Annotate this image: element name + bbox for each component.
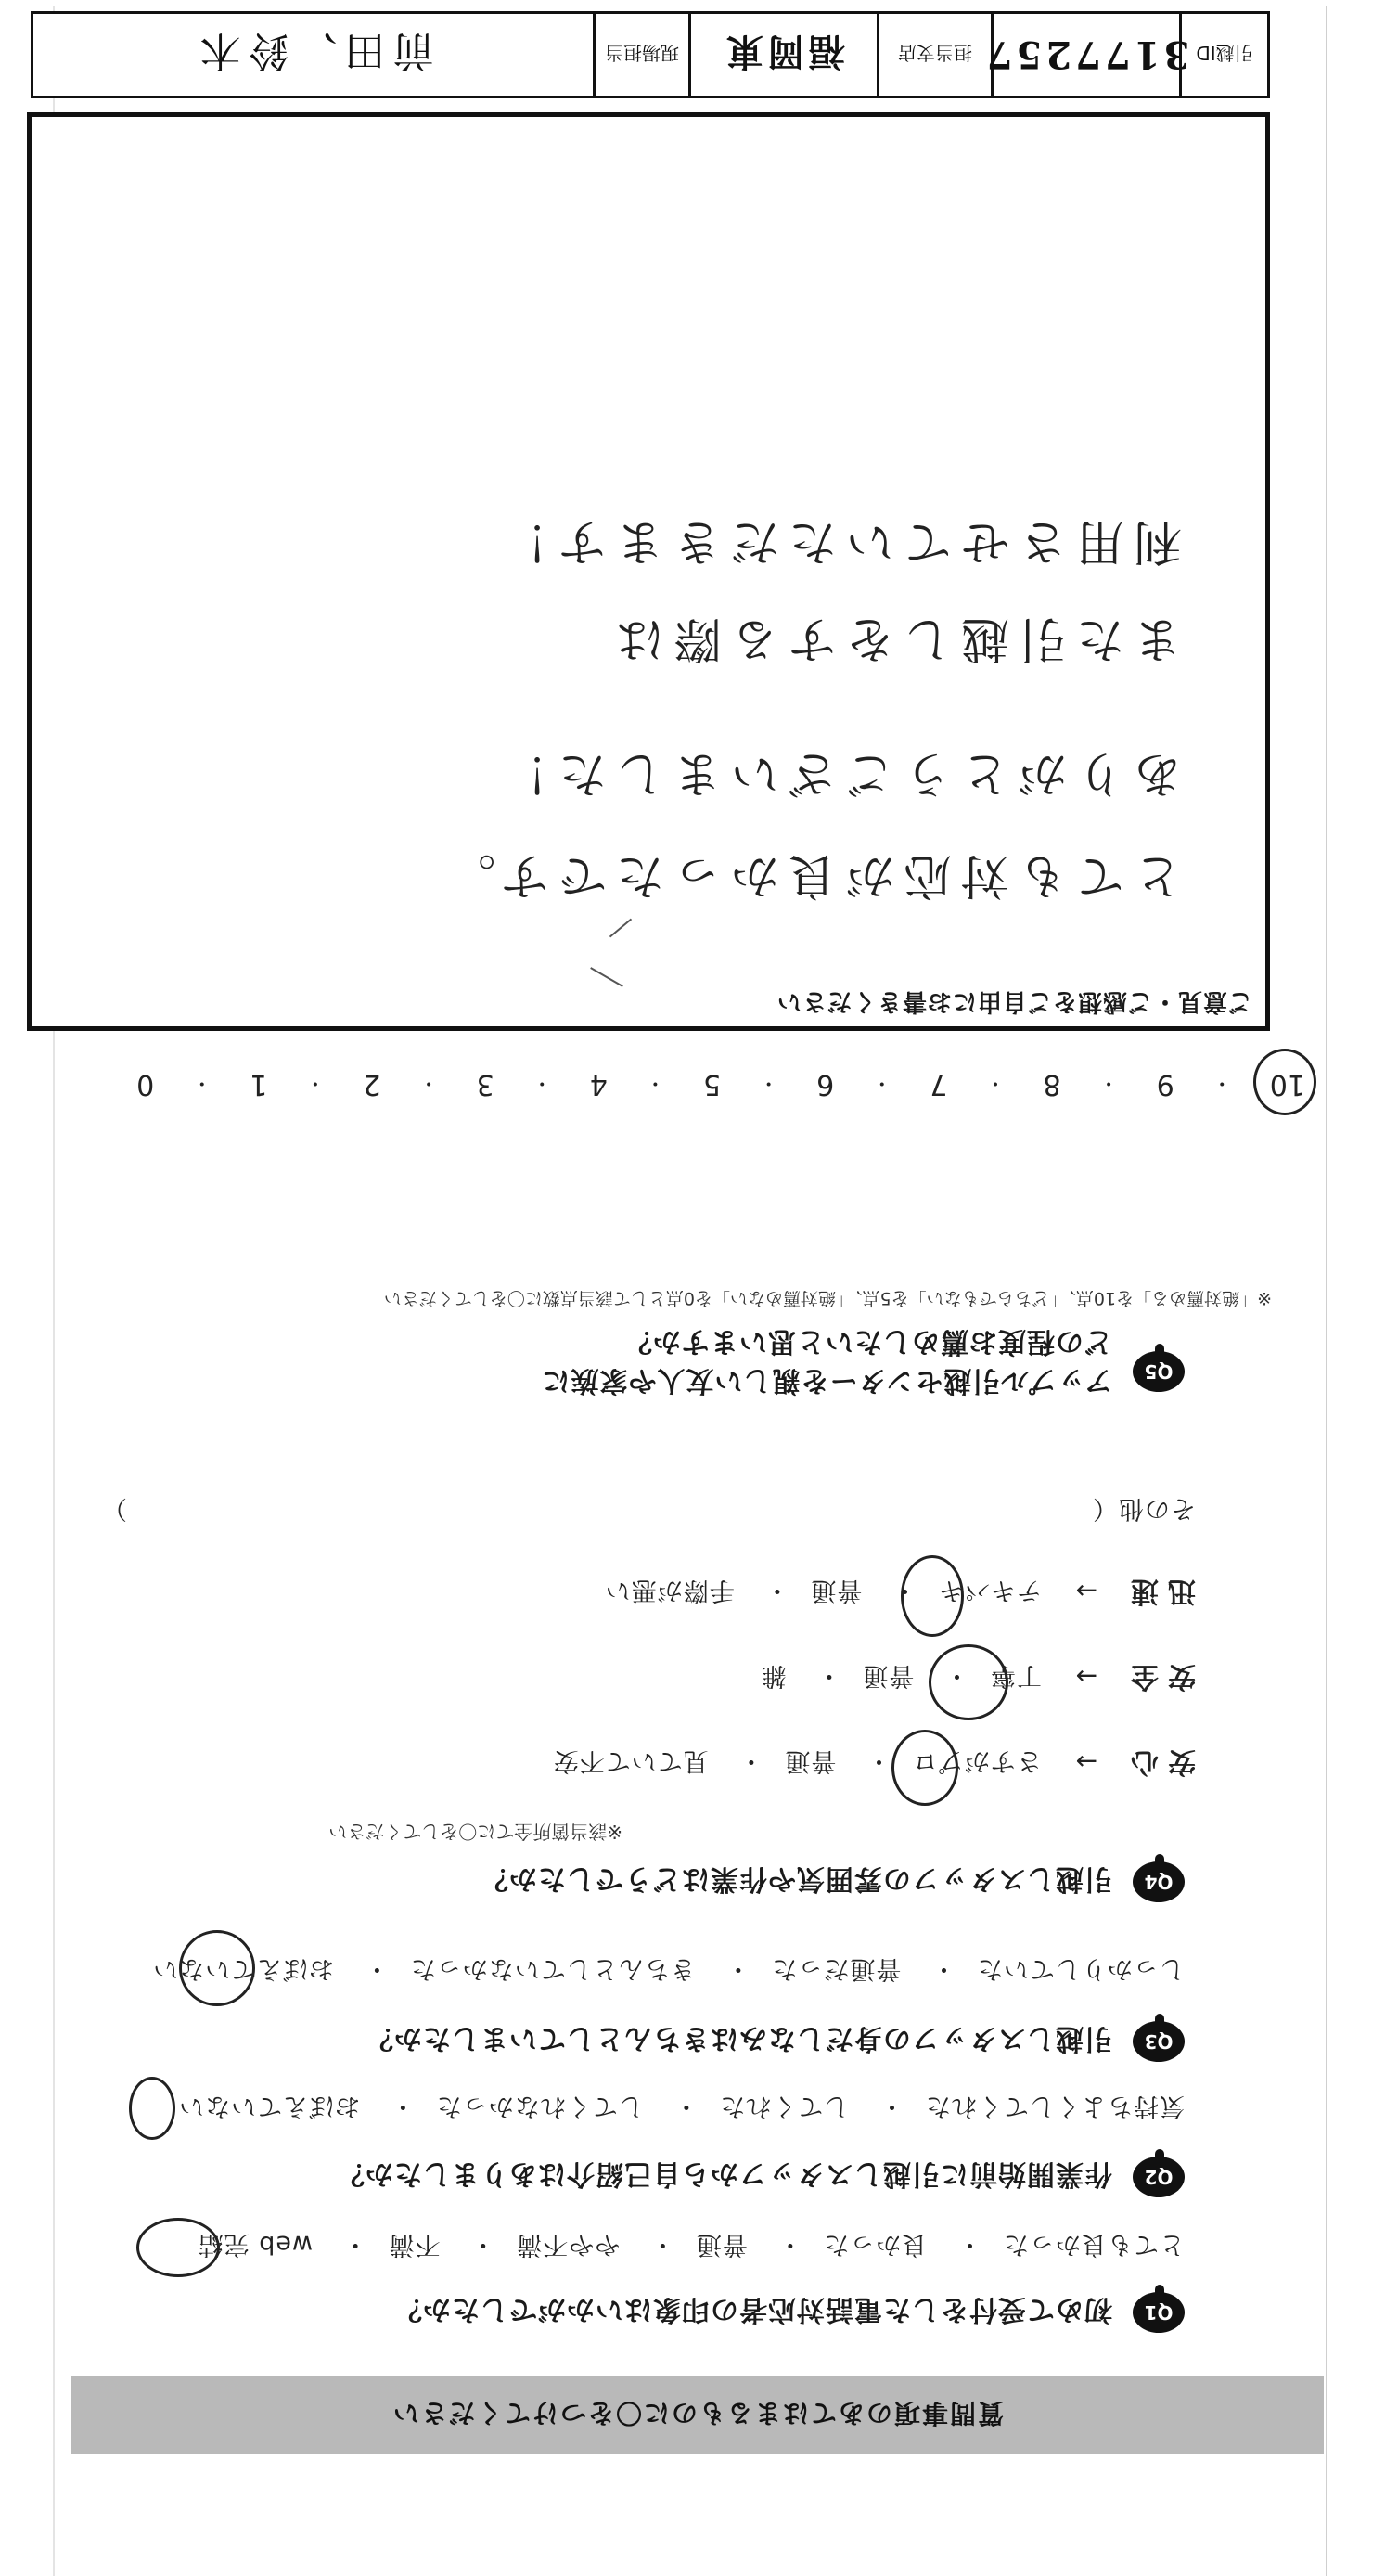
q3-option[interactable]: 普通だった xyxy=(771,1954,902,1983)
q4-other xyxy=(101,1493,1196,1529)
q5-score[interactable]: 10 xyxy=(1269,1068,1305,1101)
q4-option[interactable]: 普通 xyxy=(862,1661,915,1690)
q4-option[interactable]: 普通 xyxy=(784,1746,837,1775)
question-3 xyxy=(365,2021,1185,2062)
q1-text: 初めて受付をした電話対応者の印象はいかがでしたか？ xyxy=(393,2293,1112,2325)
q5-score[interactable]: 6 xyxy=(816,1068,835,1101)
q1-option[interactable]: とても良かった xyxy=(1003,2230,1185,2259)
id-value: 3177257 xyxy=(991,14,1179,96)
q5-selection-circle xyxy=(1253,1049,1316,1115)
q2-option[interactable]: してくれた xyxy=(719,2092,850,2120)
q5-score[interactable]: 8 xyxy=(1043,1068,1061,1101)
q1-option[interactable]: 普通 xyxy=(695,2230,748,2259)
q1-option[interactable]: やや不満 xyxy=(516,2230,621,2259)
q4-option[interactable]: 雑 xyxy=(760,1661,787,1690)
q5-score[interactable]: 9 xyxy=(1156,1068,1174,1101)
leader-label: 現場担当 xyxy=(593,14,688,96)
q3-option[interactable]: きちんとしていなかった xyxy=(409,1954,696,1983)
q4-row-label: 迅速 xyxy=(1122,1575,1196,1607)
q4-row-relief: 安心→ さすがプロ・ 普通・ 見ていて不安 xyxy=(552,1745,1196,1778)
q4-badge: Q4 xyxy=(1133,1861,1185,1902)
q5-score[interactable]: 7 xyxy=(930,1068,948,1101)
comment-line: また引越しをする際は xyxy=(606,611,1182,666)
question-5 xyxy=(542,1321,1186,1399)
q2-text: 作業開始前に引越しスタッフから自己紹介はありましたか？ xyxy=(336,2157,1112,2190)
id-label: 引越ID xyxy=(1179,14,1267,96)
q4-option[interactable]: さすがプロ xyxy=(911,1746,1042,1775)
q2-option[interactable]: 気持ちよくしてくれた xyxy=(925,2092,1185,2120)
comment-line: とても対応が良かったです。 xyxy=(438,847,1182,903)
q4-other-close: ） xyxy=(101,1494,127,1523)
q2-option[interactable]: してくれなかった xyxy=(435,2092,644,2120)
q5-text-line1: アップル引越センターを親しい友人や家族に xyxy=(541,1364,1112,1397)
q2-options: 気持ちよくしてくれた・ してくれた・ してくれなかった・ おぼえていない xyxy=(178,2092,1185,2120)
q2-badge: Q2 xyxy=(1133,2157,1185,2197)
comments-box[interactable] xyxy=(27,112,1270,1031)
arrow-icon: → xyxy=(1074,1576,1097,1606)
q4-option[interactable]: 手際が悪い xyxy=(604,1576,735,1604)
instructions-banner: 質問事項のあてはまるものに〇をつけてください xyxy=(71,2376,1324,2454)
q5-badge: Q5 xyxy=(1133,1351,1185,1392)
q3-selection-circle xyxy=(179,1930,255,2006)
q4-relief-selection-circle xyxy=(891,1730,958,1806)
arrow-icon: → xyxy=(1074,1746,1097,1777)
comment-line: 利用させていただきます！ xyxy=(491,513,1182,569)
q5-text-line2: どの程度お薦めしたいと思いますか？ xyxy=(623,1325,1112,1358)
q5-score[interactable]: 0 xyxy=(136,1068,155,1101)
q5-note: ※「絶対薦める」を10点、「どちらでもない」を5点、「絶対薦めない」を0点として該当点数に〇をしてください xyxy=(383,1288,1272,1308)
comments-label: ご意見・ご感想をご自由にお書きください xyxy=(776,987,1252,1015)
q5-score[interactable]: 3 xyxy=(476,1068,494,1101)
q3-text: 引越しスタッフの身だしなみはきちんとしていましたか？ xyxy=(365,2022,1112,2054)
q3-badge: Q3 xyxy=(1133,2021,1185,2062)
q2-selection-circle xyxy=(129,2077,175,2140)
q4-speed-selection-circle xyxy=(901,1555,964,1637)
q5-score[interactable]: 5 xyxy=(702,1068,722,1101)
q1-option[interactable]: web 完結 xyxy=(197,2230,314,2259)
staff-footer xyxy=(31,11,1270,98)
q4-other-label: その他（ xyxy=(1092,1494,1196,1523)
question-1 xyxy=(393,2292,1185,2333)
q1-option[interactable]: 良かった xyxy=(823,2230,928,2259)
q5-score[interactable]: 2 xyxy=(363,1068,381,1101)
q5-score-scale: 10 ・ 9 ・ 8 ・ 7 ・ 6 ・ 5 ・ 4 ・ 3 ・ 2 ・ 1 ・ 0 xyxy=(136,1068,1305,1101)
q1-badge: Q1 xyxy=(1133,2292,1185,2333)
leader-value: 前田、鈴木 xyxy=(192,27,434,74)
q4-safety-selection-circle xyxy=(929,1644,1008,1720)
q1-selection-circle xyxy=(136,2218,220,2277)
q4-row-safety: 安全→ 丁寧・ 普通・ 雑 xyxy=(760,1660,1196,1693)
pen-stroke xyxy=(590,967,623,987)
q3-options: しっかりしていた・ 普通だった・ きちんとしていなかった・ おぼえていない xyxy=(152,1954,1185,1983)
question-2 xyxy=(336,2157,1185,2197)
arrow-icon: → xyxy=(1074,1661,1097,1692)
q2-option[interactable]: おぼえていない xyxy=(178,2092,361,2120)
branch-value: 福岡東 xyxy=(688,14,877,96)
branch-label: 担当支店 xyxy=(877,14,991,96)
comment-line: ありがとうございました！ xyxy=(491,745,1182,801)
q4-option[interactable]: 見ていて不安 xyxy=(552,1746,709,1775)
q5-score[interactable]: 4 xyxy=(589,1068,608,1101)
q4-row-label: 安全 xyxy=(1122,1660,1196,1693)
q4-row-speed: 迅速→ テキパキ・ 普通・ 手際が悪い xyxy=(604,1575,1196,1607)
q1-option[interactable]: 不満 xyxy=(388,2230,441,2259)
q3-option[interactable]: おぼえていない xyxy=(152,1954,335,1983)
q4-text: 引越しスタッフの雰囲気や作業はどうでしたか？ xyxy=(480,1862,1112,1895)
q4-row-label: 安心 xyxy=(1122,1745,1196,1778)
question-4 xyxy=(480,1861,1185,1902)
q4-note: ※該当箇所全てに〇をしてください xyxy=(328,1821,622,1843)
q4-option[interactable]: 丁寧 xyxy=(989,1661,1042,1690)
q1-options: とても良かった・ 良かった・ 普通・ やや不満・ 不満・ web 完結 xyxy=(197,2230,1185,2259)
q5-score[interactable]: 1 xyxy=(250,1068,268,1101)
q4-option[interactable]: 普通 xyxy=(810,1576,863,1604)
q4-option[interactable]: テキパキ xyxy=(937,1576,1042,1604)
q3-option[interactable]: しっかりしていた xyxy=(977,1954,1185,1983)
pen-stroke xyxy=(609,919,632,938)
